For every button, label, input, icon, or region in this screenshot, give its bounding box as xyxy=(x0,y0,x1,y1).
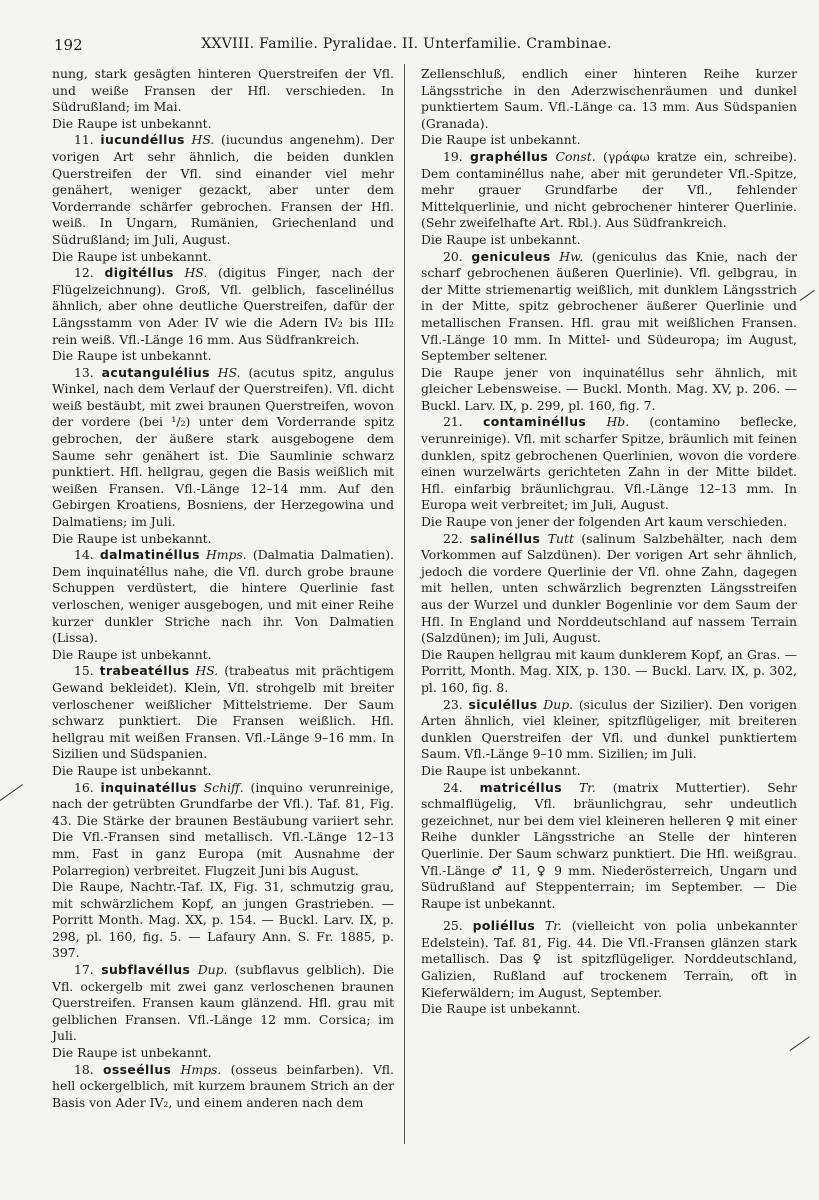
species-author: Tutt xyxy=(547,530,574,546)
larva-note: Die Raupe ist unbekannt. xyxy=(421,132,581,148)
species-author: Tr. xyxy=(579,779,596,795)
species-name: siculéllus xyxy=(468,696,538,712)
species-entry xyxy=(52,265,394,348)
entry-number: 12. xyxy=(74,265,94,281)
species-name: iucundéllus xyxy=(100,132,185,148)
species-name: salinéllus xyxy=(470,530,541,546)
margin-pencil-mark xyxy=(800,290,816,301)
species-description: (γράφω kratze ein, schreibe). Dem contaminéllus nahe, aber mit gerundeter Vfl.-Spitze, mehr grauer Grundfarbe der Vfl., fehlender Mittelquerlinie, und nicht gebrochener hinterer Querlinie. (Sehr zweifelhafte Art. Rbl.). Aus Südfrankreich. xyxy=(421,148,797,231)
margin-pencil-mark xyxy=(790,1036,810,1051)
species-author: Hmps. xyxy=(205,547,247,563)
larva-note: Die Raupe ist unbekannt. xyxy=(52,1045,212,1061)
continued-text: Zellenschluß, endlich einer hinteren Reihe kurzer Längsstriche in den Aderzwischenräumen und dunkel punktiertem Saum. Vfl.-Länge ca. 13 mm. Aus Südspanien (Granada). xyxy=(421,66,797,131)
entry-number: 17. xyxy=(74,962,94,978)
species-description: (matrix Muttertier). Sehr schmalflügelig, Vfl. bräunlichgrau, sehr undeutlich gezeichnet, nur bei dem viel kleineren helleren ♀ mit einer Reihe dunkler Längsstriche an Stelle der hinteren Querlinie. Der Saum schwarz punktiert. Die Hfl. weißgrau. Vfl.-Länge ♂ 11, ♀ 9 mm. Niederösterreich, Ungarn und Südrußland auf Steppenterrain; im September. — Die Raupe ist unbekannt. xyxy=(421,779,797,911)
species-author: HS. xyxy=(191,132,215,148)
species-entry xyxy=(421,249,797,365)
species-entry xyxy=(421,149,797,232)
species-description: (salinum Salzbehälter, nach dem Vorkommen auf Salzdünen). Der vorigen Art sehr ähnlich, jedoch die vordere Querlinie der Vfl. ohne Zahn, dagegen mit hellen, unten schwärzlich begrenzten Längsstreifen aus der Wurzel und dunkler Bogenlinie vor dem Saum der Hfl. In England und Norddeutschland auf nassem Terrain (Salzdünen); im Juli, August. xyxy=(421,530,797,646)
species-author: HS. xyxy=(217,364,241,380)
entry-number: 14. xyxy=(74,547,94,563)
entry-number: 15. xyxy=(74,663,94,679)
species-name: inquinatéllus xyxy=(100,779,197,795)
species-description: (subflavus gelblich). Die Vfl. ockergelb mit zwei ganz verloschenen braunen Querstreifen. Fransen kaum glänzend. Hfl. grau mit gelblichen Fransen. Vfl.-Länge 12 mm. Corsica; im Juli. xyxy=(52,962,394,1044)
larva-note: Die Raupe ist unbekannt. xyxy=(421,231,581,247)
species-name: osseéllus xyxy=(102,1061,172,1077)
species-description: (inquino verunreinige, nach der getrübten Grundfarbe der Vfl.). Taf. 81, Fig. 43. Die Stärke der braunen Bestäubung variiert sehr. Die Vfl.-Fransen sind metallisch. Vfl.-Länge 12–13 mm. Fast in ganz Europa (mit Ausnahme der Polarregion) verbreitet. Flugzeit Juni bis August. xyxy=(52,779,394,878)
species-entry xyxy=(52,962,394,1045)
species-author: Hb. xyxy=(606,414,630,430)
larva-note: Die Raupe von jener der folgenden Art kaum verschieden. xyxy=(421,514,788,530)
species-entry xyxy=(421,531,797,647)
larva-note: Die Raupe ist unbekannt. xyxy=(52,248,212,264)
margin-pencil-mark xyxy=(0,784,23,801)
larva-note: Die Raupe ist unbekannt. xyxy=(52,115,212,131)
species-entry xyxy=(421,918,797,1001)
species-entry xyxy=(52,132,394,248)
species-author: Const. xyxy=(555,148,596,164)
entry-number: 16. xyxy=(74,779,94,795)
species-name: subflavéllus xyxy=(101,962,191,978)
species-name: contaminéllus xyxy=(482,414,587,430)
species-author: Dup. xyxy=(543,696,574,712)
species-name: acutangulélius xyxy=(101,364,210,380)
species-entry xyxy=(52,547,394,647)
species-name: graphéllus xyxy=(470,148,549,164)
species-entry xyxy=(52,663,394,763)
entry-number: 13. xyxy=(74,364,94,380)
continued-text: nung, stark gesägten hinteren Querstreifen der Vfl. und weiße Fransen der Hfl. verschieden. In Südrußland; im Mai. xyxy=(52,66,394,115)
species-name: trabeatéllus xyxy=(99,663,190,679)
species-description: (osseus beinfarben). Vfl. hell ockergelblich, mit kurzem braunem Strich an der Basis von Ader IV₂, und einem anderen nach dem xyxy=(52,1061,394,1110)
larva-note: Die Raupe ist unbekannt. xyxy=(52,646,212,662)
entry-number: 24. xyxy=(443,779,463,795)
larva-note: Die Raupe ist unbekannt. xyxy=(421,762,581,778)
entry-number: 21. xyxy=(443,414,463,430)
species-entry xyxy=(52,365,394,531)
larva-note: Die Raupe ist unbekannt. xyxy=(52,348,212,364)
entry-number: 11. xyxy=(74,132,94,148)
species-author: Schiff. xyxy=(203,779,244,795)
entry-number: 23. xyxy=(443,696,463,712)
larva-note: Die Raupe jener von inquinatéllus sehr ähnlich, mit gleicher Lebensweise. — Buckl. Month. Mag. XV, p. 206. — Buckl. Larv. IX, p. 299, pl. 160, fig. 7. xyxy=(421,364,797,413)
species-name: dalmatinéllus xyxy=(99,547,200,563)
page-number: 192 xyxy=(54,36,83,54)
column-divider xyxy=(404,64,405,1144)
left-column xyxy=(52,66,394,1111)
species-entry xyxy=(421,780,797,913)
species-name: matricéllus xyxy=(479,779,563,795)
entry-number: 25. xyxy=(443,918,463,934)
species-author: Dup. xyxy=(197,962,228,978)
larva-note: Die Raupe, Nachtr.-Taf. IX, Fig. 31, schmutzig grau, mit schwärzlichem Kopf, an jungen Grastrieben. — Porritt Month. Mag. XX, p. 154. — Buckl. Larv. IX, p. 298, pl. 160, fig. 5. — Lafaury Ann. S. Fr. 1885, p. 397. xyxy=(52,879,394,961)
species-name: poliéllus xyxy=(472,918,536,934)
species-author: Hmps. xyxy=(180,1061,222,1077)
species-author: Tr. xyxy=(545,918,562,934)
species-name: geniculeus xyxy=(471,248,551,264)
species-description: (vielleicht von polia unbekannter Edelstein). Taf. 81, Fig. 44. Die Vfl.-Fransen glänzen stark metallisch. Das ♀ ist spitzflügeliger. Norddeutschland, Galizien, Rußland auf trockenem Terrain, oft in Kieferwäldern; im August, September. xyxy=(421,918,797,1000)
page-header xyxy=(54,36,759,60)
larva-note: Die Raupe ist unbekannt. xyxy=(421,1001,581,1017)
species-description: (trabeatus mit prächtigem Gewand bekleidet). Klein, Vfl. strohgelb mit breiter verloschener weißlicher Mittelstrieme. Der Saum schwarz punktiert. Die Fransen weißlich. Hfl. hellgrau mit weißen Fransen. Vfl.-Länge 9–16 mm. In Sizilien und Südspanien. xyxy=(52,663,394,762)
species-description: (iucundus angenehm). Der vorigen Art sehr ähnlich, die beiden dunklen Querstreifen der Vfl. sind einander viel mehr genähert, weniger gezackt, aber unter dem Vorderrande schärfer gebrochen. Fransen der Hfl. weiß. In Ungarn, Rumänien, Griechenland und Südrußland; im Juli, August. xyxy=(52,132,394,247)
species-entry xyxy=(52,1062,394,1112)
larva-note: Die Raupen hellgrau mit kaum dunklerem Kopf, an Gras. — Porritt, Month. Mag. XIX, p. 130. — Buckl. Larv. IX, p. 302, pl. 160, fig. 8. xyxy=(421,646,797,695)
species-description: (digitus Finger, nach der Flügelzeichnung). Groß, Vfl. gelblich, fascelinéllus ähnlich, aber ohne deutliche Querstreifen, dafür der Längsstamm von Ader IV wie die Adern IV₂ bis III₂ rein weiß. Vfl.-Länge 16 mm. Aus Südfrankreich. xyxy=(52,265,394,347)
species-description: (contamino beflecke, verunreinige). Vfl. mit scharfer Spitze, bräunlich mit feinen dunklen, spitz gebrochenen Querlinien, wovon die vordere einen wurzelwärts gerichteten Zahn in der Mitte bildet. Hfl. einfarbig bräunlichgrau. Vfl.-Länge 12–13 mm. In Europa weit verbreitet; im Juli, August. xyxy=(421,414,797,513)
species-description: (acutus spitz, angulus Winkel, nach dem Verlauf der Querstreifen). Vfl. dicht weiß bestäubt, mit zwei braunen Querstreifen, wovon der vordere (bei ¹/₂) unter dem Vorderrande spitz gebrochen, der äußere stark ausgebogene dem Saume sehr genähert ist. Die Saumlinie schwarz punktiert. Hfl. hellgrau, gegen die Basis weißlich mit weißen Fransen. Vfl.-Länge 12–14 mm. Auf den Gebirgen Kroatiens, Bosniens, der Herzegowina und Dalmatiens; im Juli. xyxy=(52,364,394,530)
entry-number: 19. xyxy=(443,148,463,164)
species-name: digitéllus xyxy=(104,265,174,281)
species-description: (siculus der Sizilier). Den vorigen Arten ähnlich, viel kleiner, spitzflügeliger, mit breiteren dunklen Querstreifen der Vfl. und dunkel punktiertem Saum. Vfl.-Länge 9–10 mm. Sizilien; im Juli. xyxy=(421,696,797,762)
species-description: (Dalmatia Dalmatien). Dem inquinatéllus nahe, die Vfl. durch grobe braune Schuppen verdüstert, die hintere Querlinie fast verloschen, weniger ausgebogen, und mit einer Reihe kurzer dunkler Striche nach ihr. Von Dalmatien (Lissa). xyxy=(52,547,394,646)
right-column xyxy=(421,66,797,1018)
species-author: HS. xyxy=(195,663,219,679)
entry-number: 22. xyxy=(443,530,463,546)
species-entry xyxy=(421,697,797,763)
larva-note: Die Raupe ist unbekannt. xyxy=(52,762,212,778)
species-description: (geniculus das Knie, nach der scharf gebrochenen äußeren Querlinie). Vfl. gelbgrau, in der Mitte striemenartig weißlich, mit dunklem Längsstrich in der Mitte, spitz gebrochener äußerer Querlinie und metallischen Fransen. Hfl. grau mit weißlichen Fransen. Vfl.-Länge 10 mm. In Mittel- und Südeuropa; im August, September seltener. xyxy=(421,248,797,364)
species-author: Hw. xyxy=(559,248,584,264)
larva-note: Die Raupe ist unbekannt. xyxy=(52,530,212,546)
entry-number: 20. xyxy=(443,248,463,264)
species-entry xyxy=(52,780,394,880)
species-entry xyxy=(421,414,797,514)
entry-number: 18. xyxy=(74,1061,94,1077)
running-title: XXVIII. Familie. Pyralidae. II. Unterfamilie. Crambinae. xyxy=(201,36,612,52)
species-author: HS. xyxy=(184,265,208,281)
